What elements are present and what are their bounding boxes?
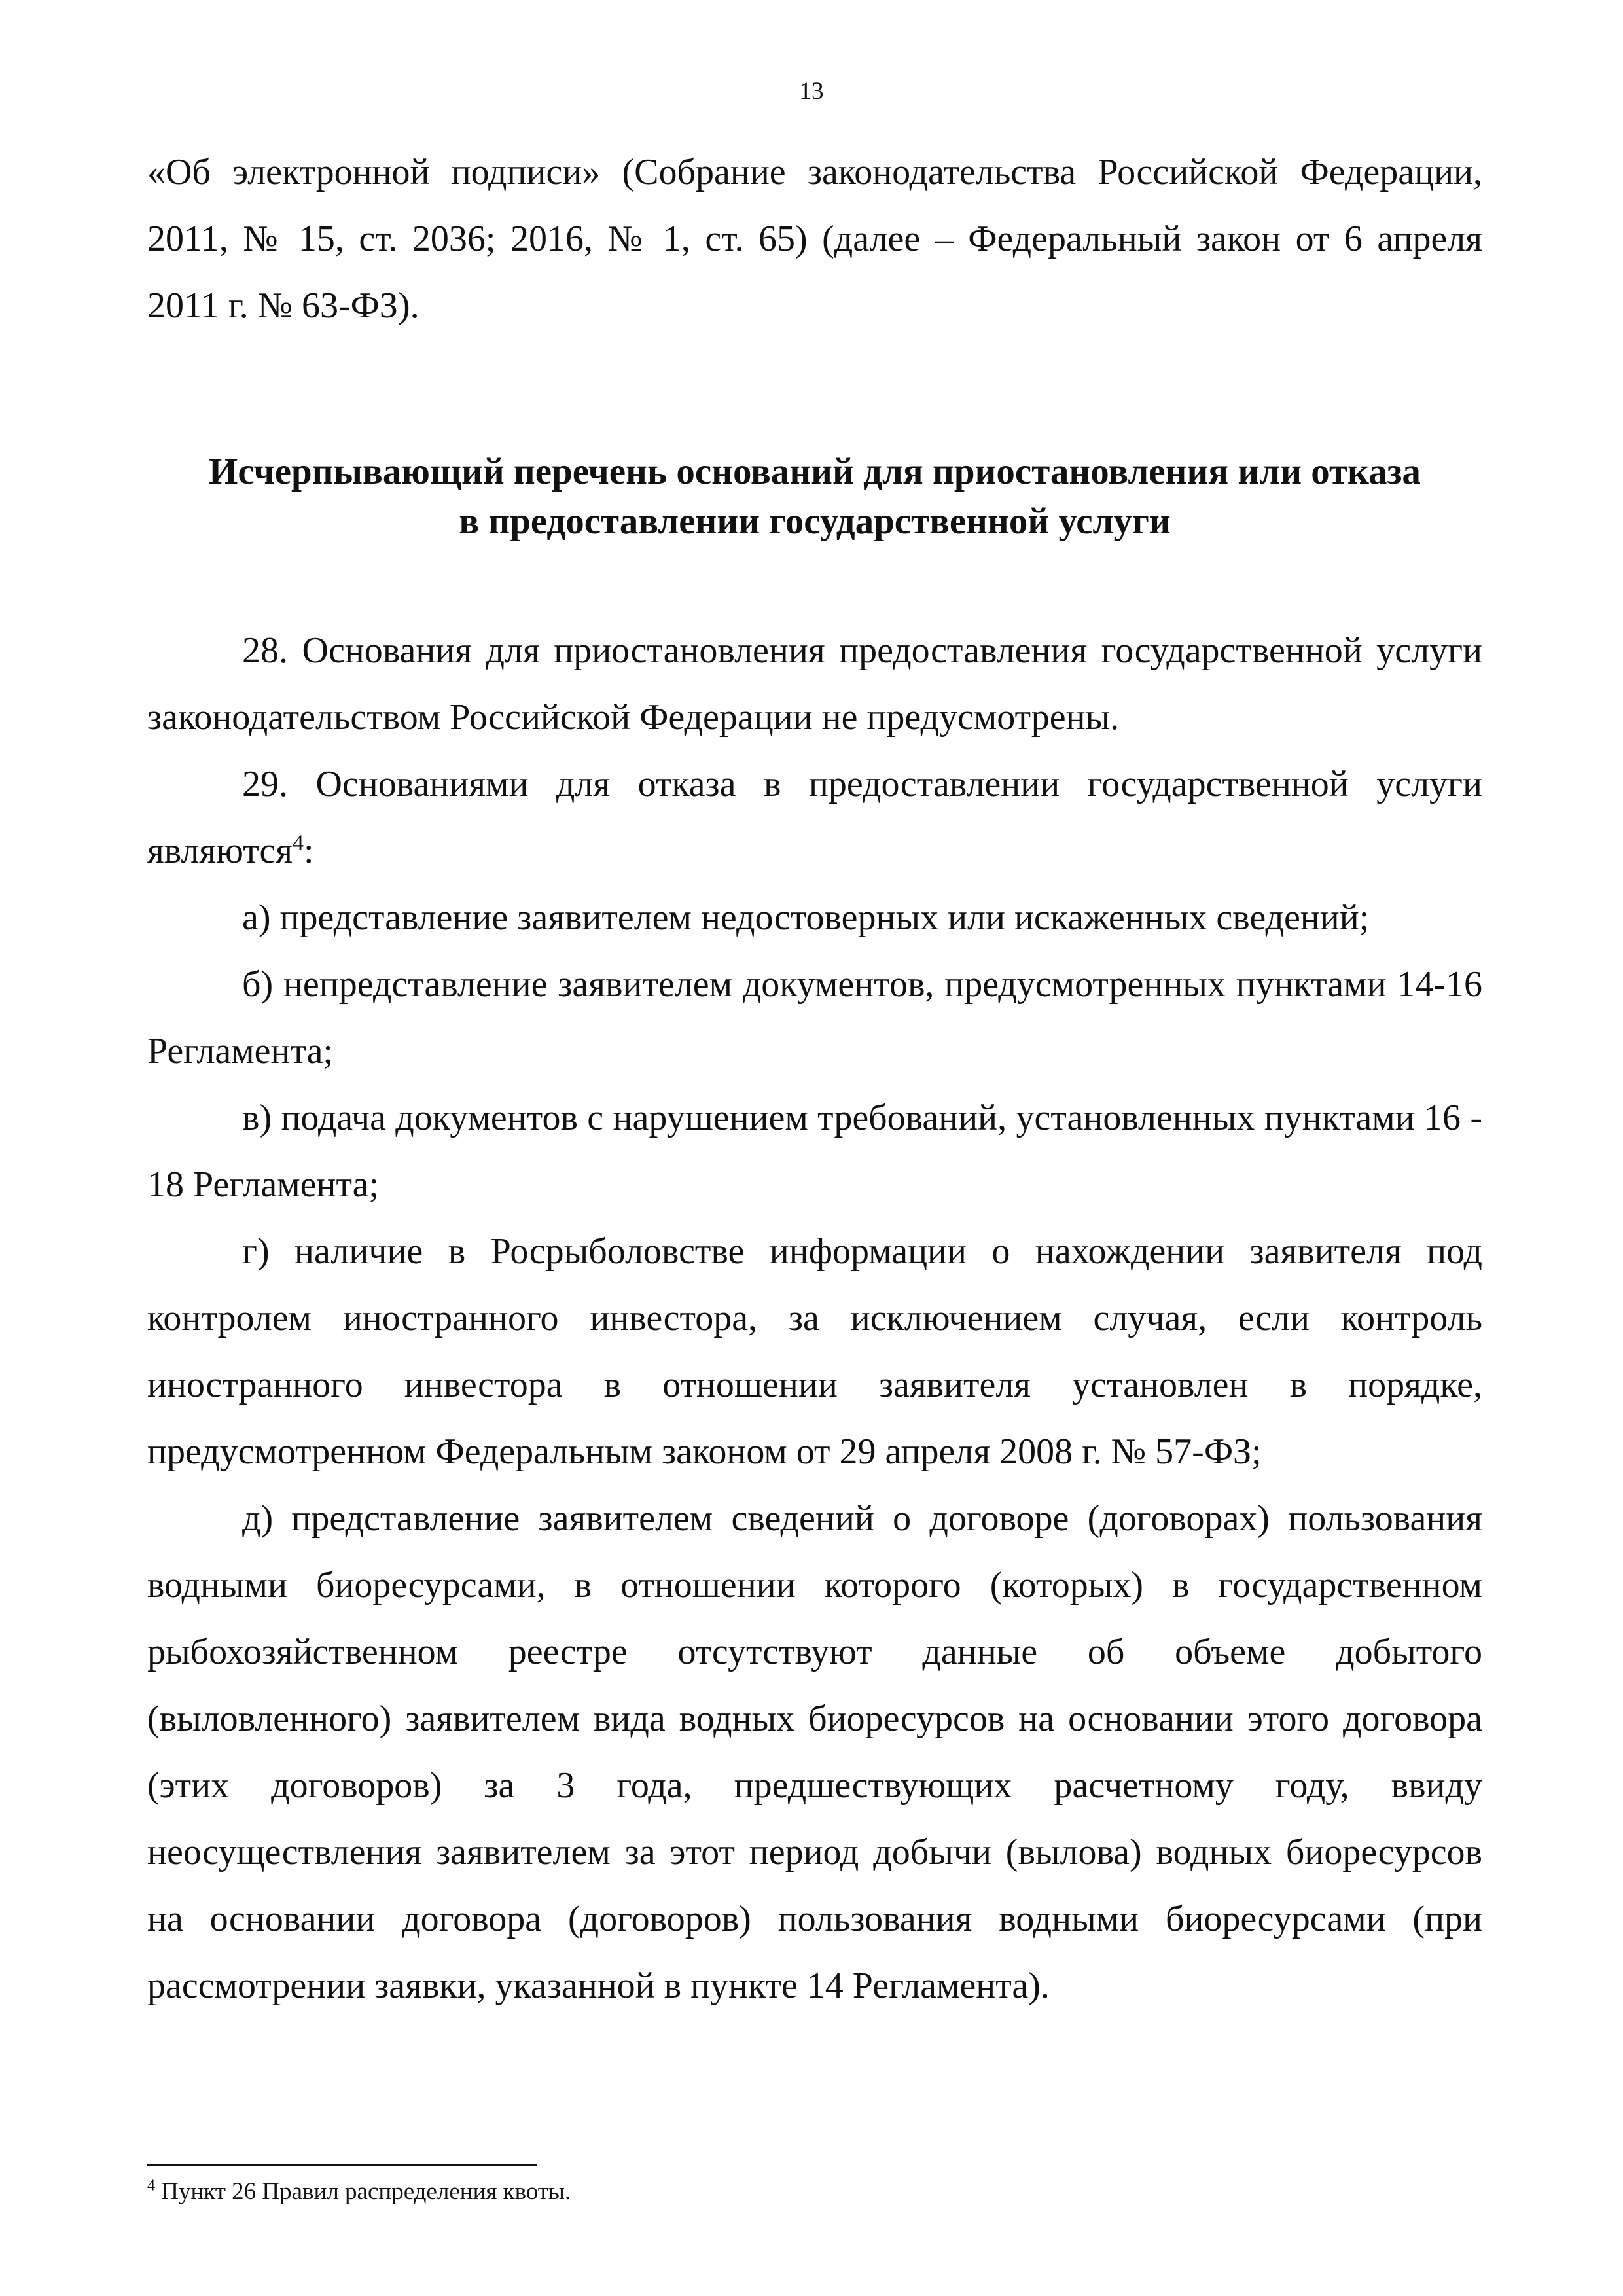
continuation-line-1: «Об электронной подписи» (Собрание законодательства Российской Федерации, <box>147 152 1482 192</box>
paragraph-29 <box>147 751 1482 884</box>
footnote <box>147 2176 1482 2208</box>
paragraph-28: 28. Основания для приостановления предоставления государственной услуги законодательством Российской Федерации не предусмотрены. <box>147 630 1482 738</box>
footnote-text: Пункт 26 Правил распределения квоты. <box>161 2178 571 2205</box>
section-heading-line-1: Исчерпывающий перечень оснований для приостановления или отказа <box>209 451 1421 492</box>
continuation-paragraph <box>147 139 1482 339</box>
footnote-number: 4 <box>147 2177 155 2195</box>
list-item-a: а) представление заявителем недостоверных или искаженных сведений; <box>242 897 1370 938</box>
section-heading-line-2: в предоставлении государственной услуги <box>459 501 1171 542</box>
page-number: 13 <box>799 78 824 105</box>
list-item-g: г) наличие в Росрыболовстве информации о нахождении заявителя под контролем иностранного инвестора, за исключением случая, если контроль иностранного инвестора в отношении заявителя установлен в порядке, предусмотренном Федеральным законом от 29 апреля 2008 г. № 57-ФЗ; <box>147 1231 1482 1472</box>
footnote-reference: 4 <box>293 831 304 855</box>
paragraph-29-end: : <box>304 831 314 871</box>
list-item-d: д) представление заявителем сведений о договоре (договорах) пользования водными биоресурсами, в отношении которого (которых) в государственном рыбохозяйственном реестре отсутствуют данные об объеме добытого (выловленного) заявителем вида водных биоресурсов на основании этого договора (этих договоров) за 3 года, предшествующих расчетному году, ввиду неосуществления заявителем за этот период добычи (вылова) водных биоресурсов на основании договора (договоров) пользования водными биоресурсами (при рассмотрении заявки, указанной в пункте 14 Регламента). <box>147 1498 1482 2006</box>
list-item-b: б) непредставление заявителем документов, предусмотренных пунктами 14-16 Регламента; <box>147 964 1482 1071</box>
paragraph-29-text: 29. Основаниями для отказа в предоставлении государственной услуги являются <box>147 764 1482 871</box>
list-item-v: в) подача документов с нарушением требований, установленных пунктами 16 - 18 Регламента; <box>147 1098 1482 1205</box>
section-body <box>147 617 1482 2019</box>
continuation-line-2: 2011, № 15, ст. 2036; 2016, № 1, ст. 65) (далее – Федеральный закон от 6 апреля <box>147 219 1482 259</box>
footnote-separator <box>147 2164 537 2166</box>
continuation-line-3: 2011 г. № 63-ФЗ). <box>147 285 419 326</box>
section-heading <box>147 447 1482 547</box>
